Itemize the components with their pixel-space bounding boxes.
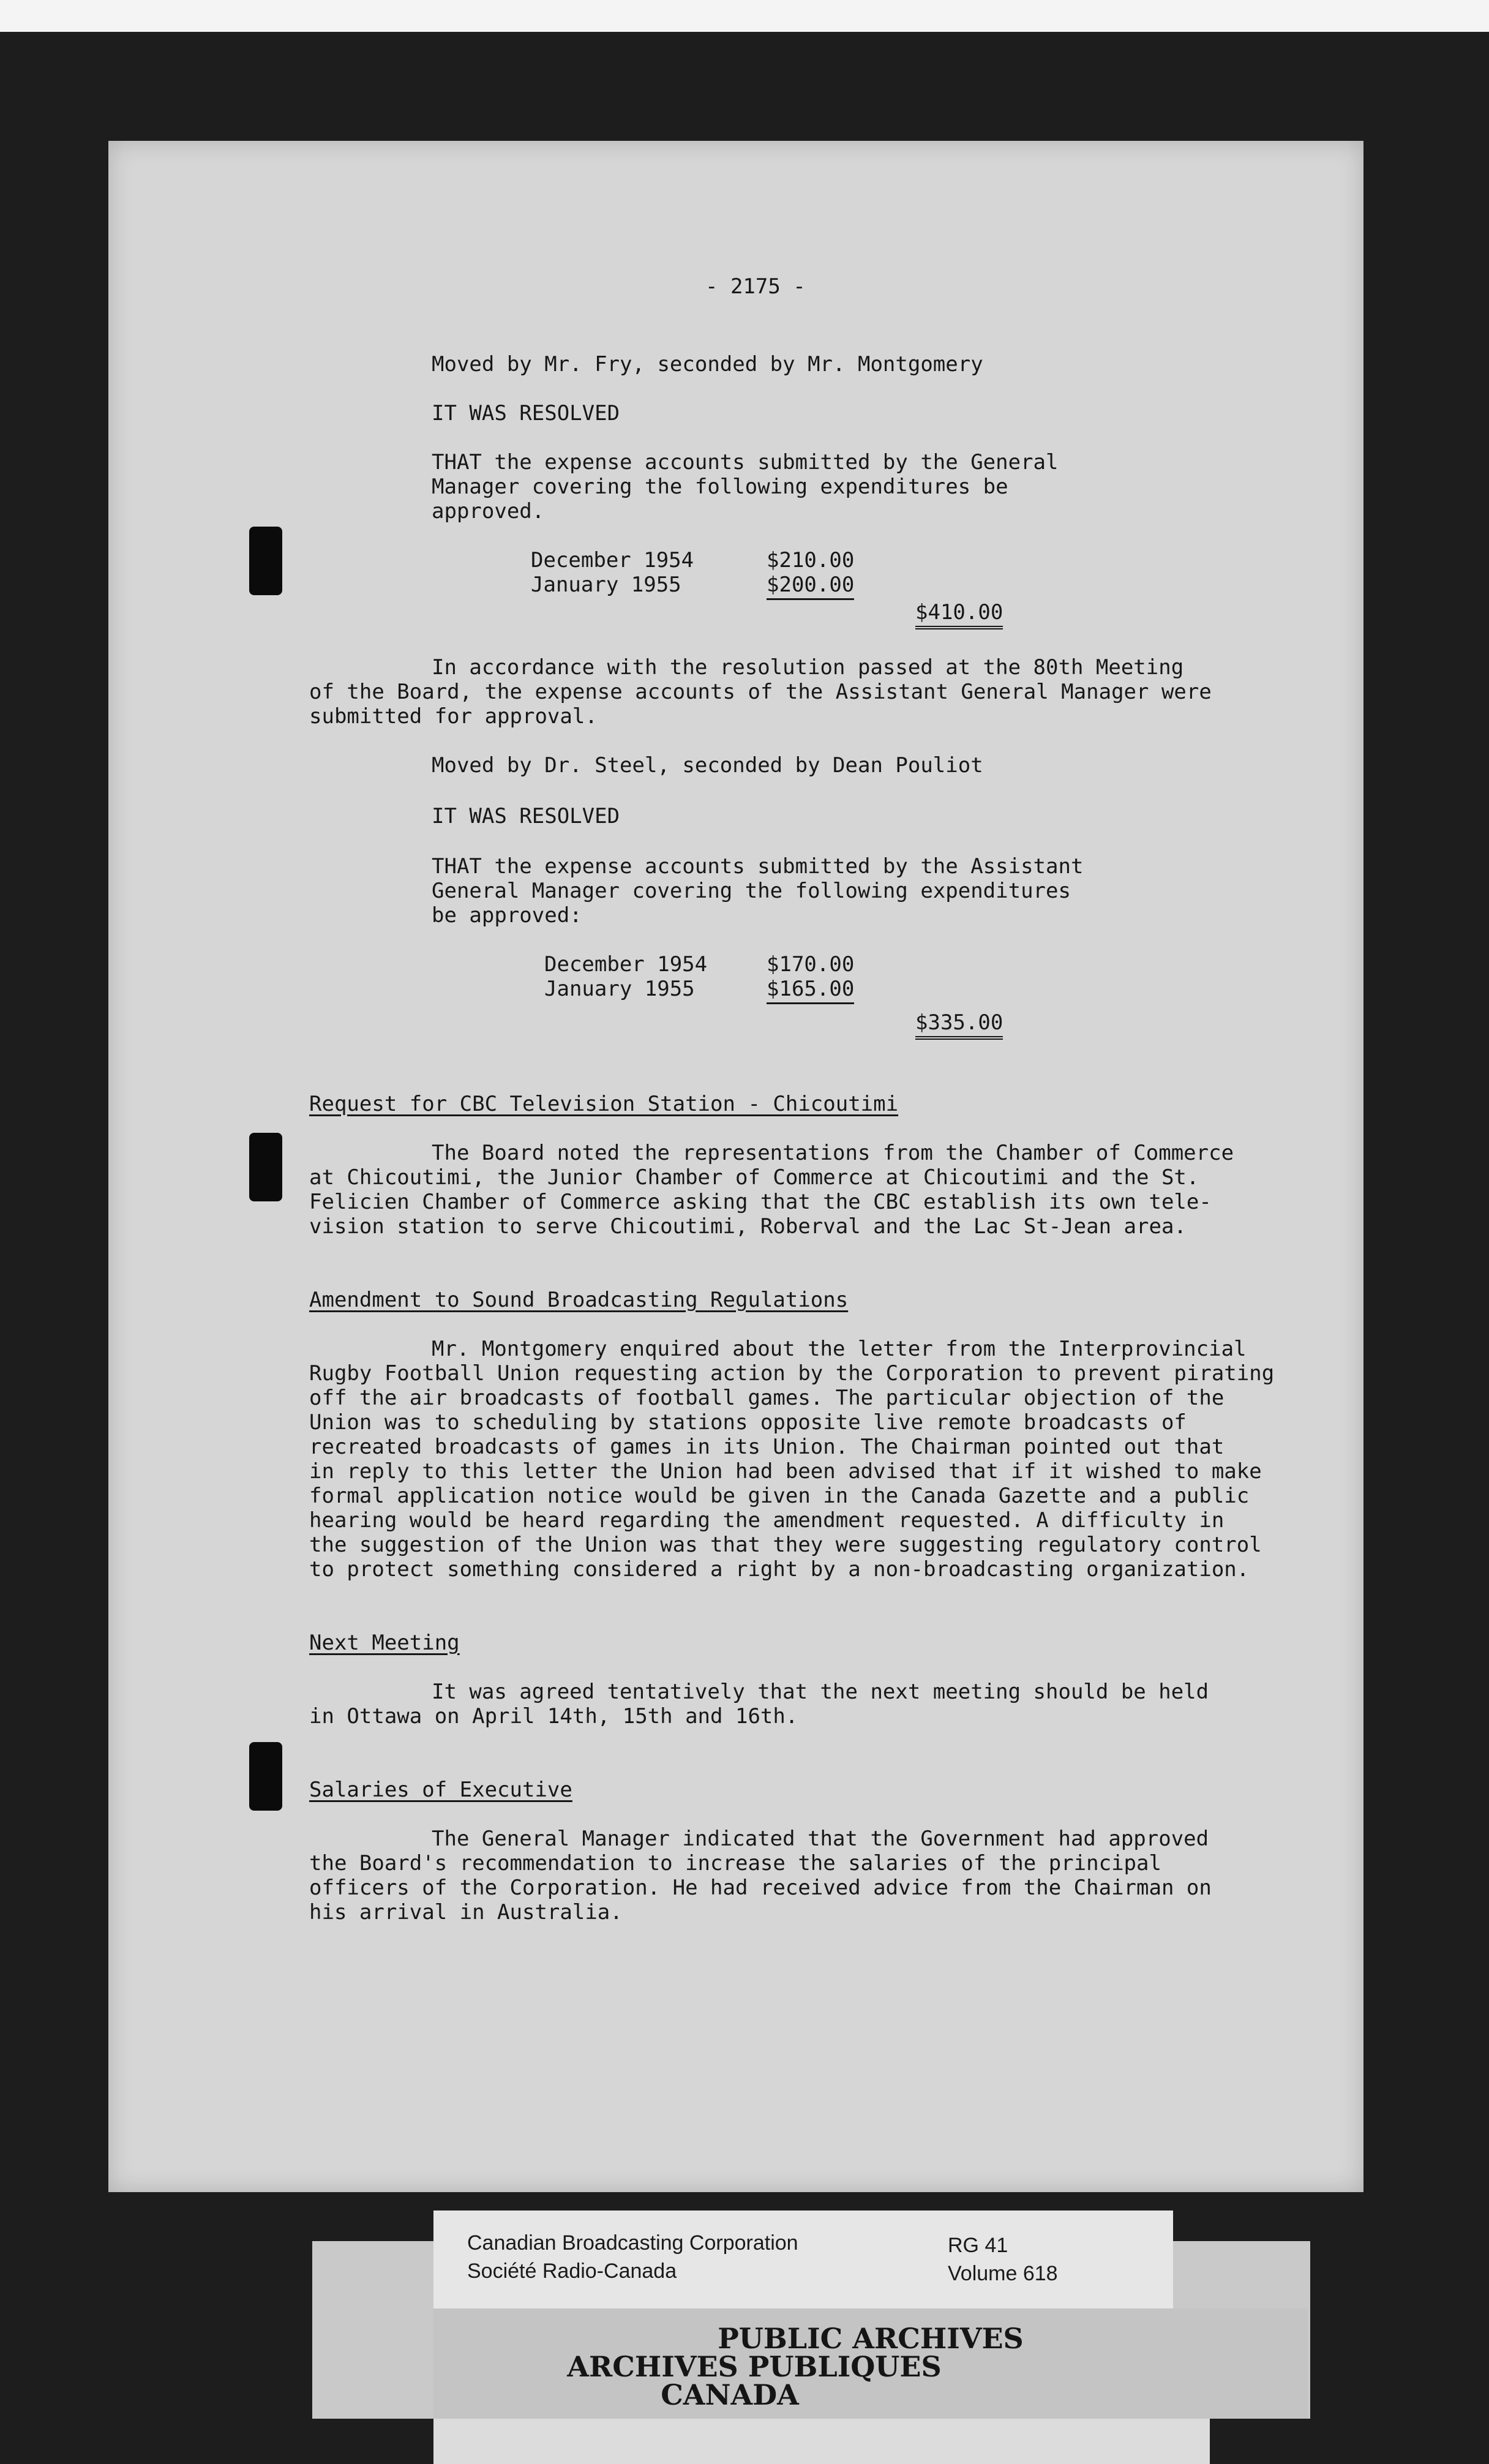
resolved-2: IT WAS RESOLVED <box>432 804 620 828</box>
expense-2-total: $335.00 <box>915 1010 1003 1040</box>
section-heading: Request for CBC Television Station - Chicoutimi <box>309 1092 899 1116</box>
section-line: Rugby Football Union requesting action by the Corporation to prevent pirating <box>309 1361 1275 1386</box>
section-line: The Board noted the representations from the Chamber of Commerce <box>432 1141 1234 1165</box>
section-line: Union was to scheduling by stations opposite live remote broadcasts of <box>309 1410 1187 1435</box>
label-record-group: RG 41 <box>948 2234 1008 2257</box>
scan-bottom-tab <box>433 2419 1210 2464</box>
scan-top-edge <box>0 0 1489 32</box>
section-line: at Chicoutimi, the Junior Chamber of Commerce at Chicoutimi and the St. <box>309 1165 1199 1190</box>
expense-1-amount: $200.00 <box>767 573 854 600</box>
expense-1-month: January 1955 <box>531 573 681 597</box>
section-line: It was agreed tentatively that the next meeting should be held <box>432 1680 1209 1704</box>
resolution-1-line: Manager covering the following expenditures be <box>432 475 1008 499</box>
section-line: recreated broadcasts of games in its Union. The Chairman pointed out that <box>309 1435 1225 1459</box>
resolution-2-line: General Manager covering the following expenditures <box>432 879 1071 903</box>
motion-1: Moved by Mr. Fry, seconded by Mr. Montgomery <box>432 352 983 377</box>
accordance-line: of the Board, the expense accounts of the Assistant General Manager were <box>309 680 1212 704</box>
stamp-line: CANADA <box>661 2378 799 2411</box>
section-line: the suggestion of the Union was that they were suggesting regulatory control <box>309 1533 1262 1557</box>
resolution-1-line: approved. <box>432 499 545 524</box>
stamp-line: ARCHIVES PUBLIQUES <box>567 2350 942 2383</box>
expense-1-amount: $210.00 <box>767 548 855 573</box>
section-line: his arrival in Australia. <box>309 1900 623 1925</box>
section-line: formal application notice would be given in the Canada Gazette and a public <box>309 1484 1250 1508</box>
label-org-en: Canadian Broadcasting Corporation <box>467 2231 798 2255</box>
section-line: Mr. Montgomery enquired about the letter from the Interprovincial <box>432 1337 1247 1361</box>
section-line: vision station to serve Chicoutimi, Roberval and the Lac St-Jean area. <box>309 1214 1187 1239</box>
accordance-line: submitted for approval. <box>309 704 598 729</box>
section-line: off the air broadcasts of football games. The particular objection of the <box>309 1386 1225 1410</box>
section-heading: Salaries of Executive <box>309 1778 572 1802</box>
resolution-1-line: THAT the expense accounts submitted by the General <box>432 450 1059 475</box>
expense-2-month: December 1954 <box>544 952 708 977</box>
section-line: Felicien Chamber of Commerce asking that the CBC establish its own tele- <box>309 1190 1212 1214</box>
section-line: in reply to this letter the Union had been advised that if it wished to make <box>309 1459 1262 1484</box>
section-line: the Board's recommendation to increase the salaries of the principal <box>309 1851 1161 1876</box>
archive-label <box>433 2210 1173 2313</box>
stamp-line: PUBLIC ARCHIVES <box>718 2322 1024 2355</box>
section-line: The General Manager indicated that the Government had approved <box>432 1827 1209 1851</box>
expense-2-month: January 1955 <box>544 977 695 1001</box>
motion-2: Moved by Dr. Steel, seconded by Dean Pouliot <box>432 753 983 778</box>
resolution-2-line: THAT the expense accounts submitted by the Assistant <box>432 854 1084 879</box>
expense-1-month: December 1954 <box>531 548 694 573</box>
section-line: officers of the Corporation. He had received advice from the Chairman on <box>309 1876 1212 1900</box>
expense-2-amount: $170.00 <box>767 952 855 977</box>
resolved-1: IT WAS RESOLVED <box>432 401 620 426</box>
section-line: in Ottawa on April 14th, 15th and 16th. <box>309 1704 798 1729</box>
document-body <box>108 141 1363 2192</box>
section-line: hearing would be heard regarding the amendment requested. A difficulty in <box>309 1508 1225 1533</box>
label-org-fr: Société Radio-Canada <box>467 2259 677 2283</box>
label-volume: Volume 618 <box>948 2262 1058 2285</box>
section-line: to protect something considered a right by a non-broadcasting organization. <box>309 1557 1250 1582</box>
expense-1-total: $410.00 <box>915 600 1003 629</box>
accordance-line: In accordance with the resolution passed at the 80th Meeting <box>432 655 1184 680</box>
document-page <box>108 141 1363 2192</box>
section-heading: Next Meeting <box>309 1631 460 1655</box>
section-heading: Amendment to Sound Broadcasting Regulations <box>309 1288 849 1312</box>
page-number: - 2175 - <box>705 274 806 299</box>
expense-2-amount: $165.00 <box>767 977 854 1004</box>
resolution-2-line: be approved: <box>432 903 582 928</box>
archive-stamp <box>433 2308 1308 2419</box>
